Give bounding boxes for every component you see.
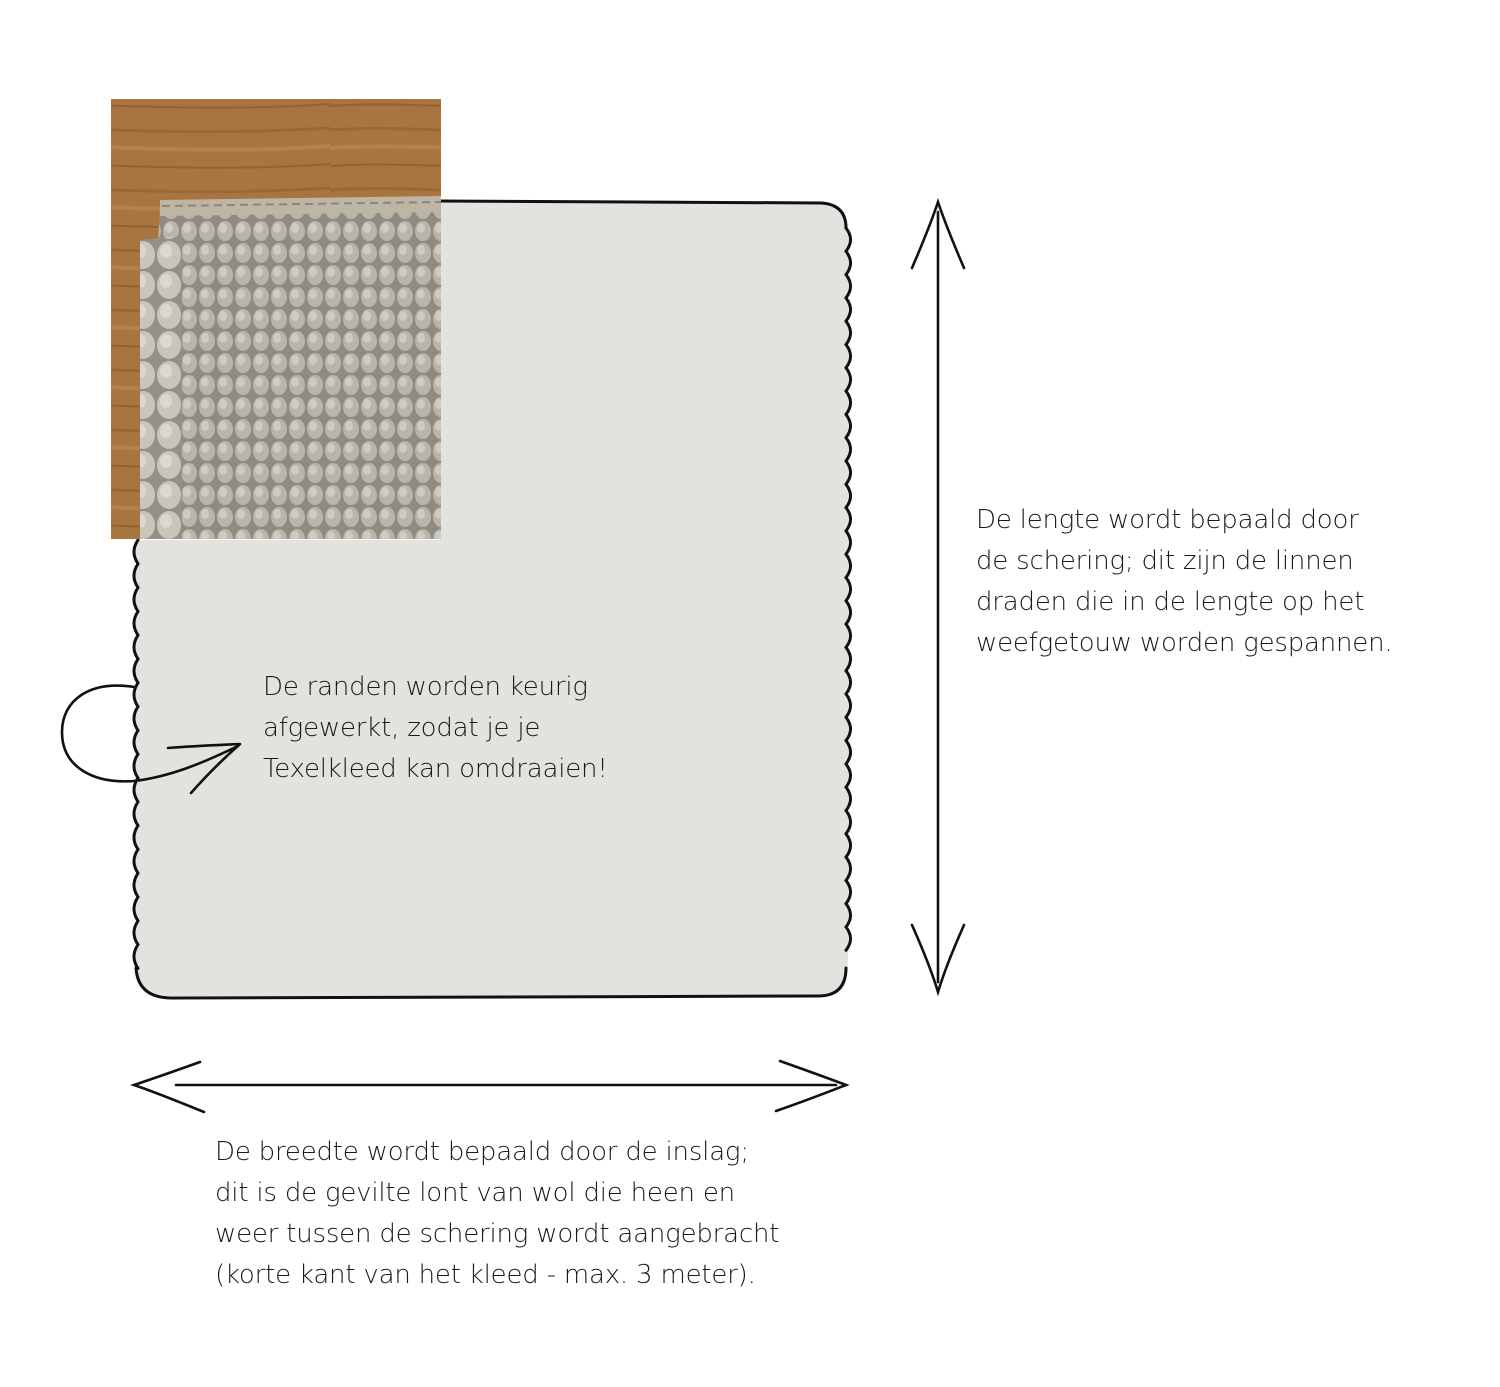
edges-caption-line: De randen worden keurig — [263, 672, 588, 702]
edges-caption-line: afgewerkt, zodat je je — [263, 713, 541, 743]
length-caption-line: De lengte wordt bepaald door — [976, 505, 1359, 535]
width-double-arrow — [134, 1061, 846, 1112]
edges-caption — [263, 667, 608, 790]
edges-caption-line: Texelkleed kan omdraaien! — [263, 754, 608, 784]
width-caption-line: weer tussen de schering wordt aangebracht — [215, 1219, 780, 1249]
width-caption-line: De breedte wordt bepaald door de inslag; — [215, 1137, 749, 1167]
width-caption-line: (korte kant van het kleed - max. 3 meter). — [215, 1260, 756, 1290]
length-caption-line: draden die in de lengte op het — [976, 587, 1365, 617]
width-caption — [215, 1132, 779, 1296]
length-caption-line: de schering; dit zijn de linnen — [976, 546, 1354, 576]
width-caption-line: dit is de gevilte lont van wol die heen en — [215, 1178, 735, 1208]
length-caption — [976, 500, 1392, 664]
rug-corner-photo — [111, 99, 441, 539]
length-caption-line: weefgetouw worden gespannen. — [976, 628, 1393, 658]
length-double-arrow — [912, 202, 964, 992]
